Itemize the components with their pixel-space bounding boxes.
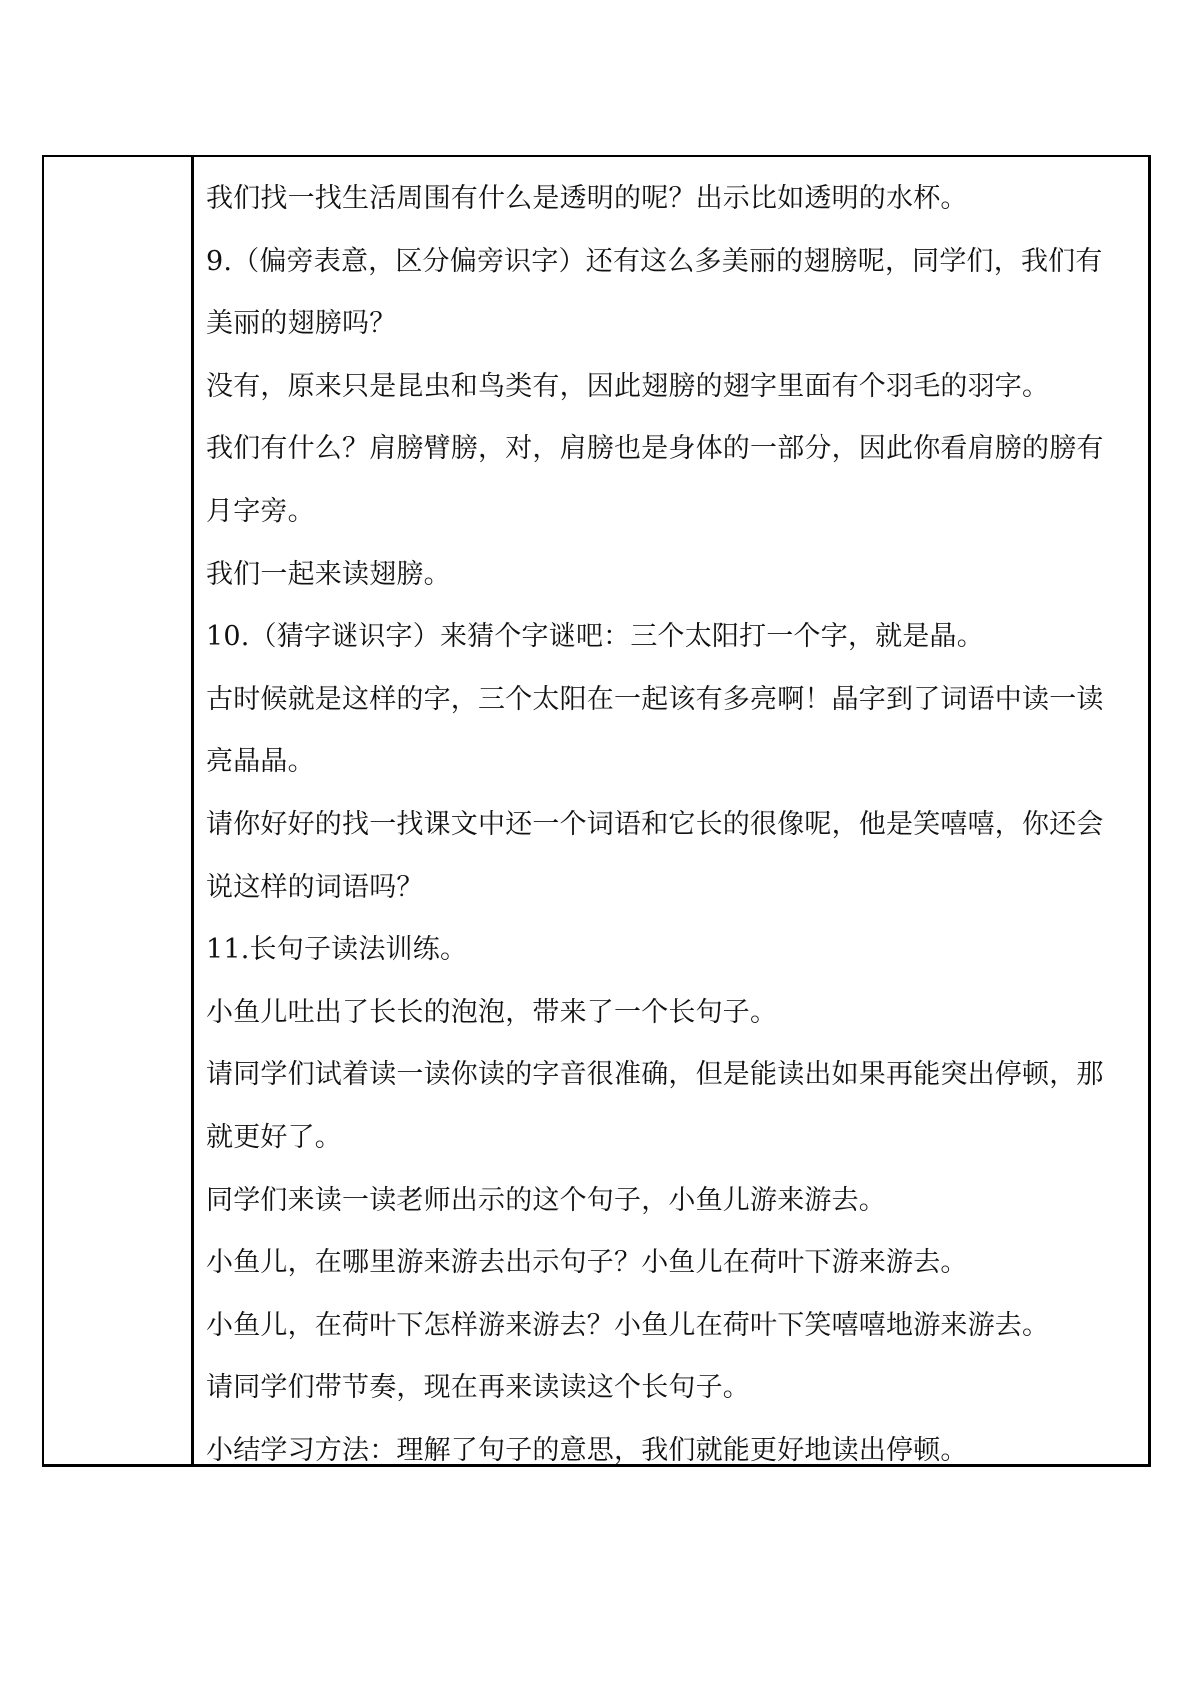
text-line: 小鱼儿吐出了长长的泡泡，带来了一个长句子。 [206,996,778,1028]
text-line: 10.（猜字谜识字）来猜个字谜吧：三个太阳打一个字，就是晶。 [206,621,984,653]
table-left-column [44,157,194,1464]
text-line: 月字旁。 [206,495,315,527]
text-line: 11.长句子读法训练。 [206,934,468,966]
lesson-table [42,155,1151,1467]
text-line: 小结学习方法：理解了句子的意思，我们就能更好地读出停顿。 [206,1434,968,1466]
text-line: 9.（偏旁表意，区分偏旁识字）还有这么多美丽的翅膀呢，同学们，我们有 [206,245,1103,277]
table-content-column [194,157,1148,1464]
text-line: 小鱼儿，在哪里游来游去出示句子？小鱼儿在荷叶下游来游去。 [206,1247,968,1279]
text-line: 没有，原来只是昆虫和鸟类有，因此翅膀的翅字里面有个羽毛的羽字。 [206,370,1050,402]
text-line: 小鱼儿，在荷叶下怎样游来游去？小鱼儿在荷叶下笑嘻嘻地游来游去。 [206,1309,1050,1341]
text-line: 美丽的翅膀吗？ [206,308,397,340]
text-line: 就更好了。 [206,1121,342,1153]
text-line: 同学们来读一读老师出示的这个句子，小鱼儿游来游去。 [206,1184,886,1216]
text-line: 我们找一找生活周围有什么是透明的呢？出示比如透明的水杯。 [206,183,968,214]
text-line: 亮晶晶。 [206,746,315,778]
text-line: 古时候就是这样的字，三个太阳在一起该有多亮啊！晶字到了词语中读一读 [206,683,1104,715]
text-line: 我们一起来读翅膀。 [206,558,451,590]
text-line: 请你好好的找一找课文中还一个词语和它长的很像呢，他是笑嘻嘻，你还会 [206,808,1104,840]
text-line: 请同学们带节奏，现在再来读读这个长句子。 [206,1372,750,1404]
text-line: 说这样的词语吗？ [206,871,424,903]
text-line: 请同学们试着读一读你读的字音很准确，但是能读出如果再能突出停顿，那 [206,1059,1104,1091]
text-line: 我们有什么？肩膀臂膀，对，肩膀也是身体的一部分，因此你看肩膀的膀有 [206,433,1104,465]
